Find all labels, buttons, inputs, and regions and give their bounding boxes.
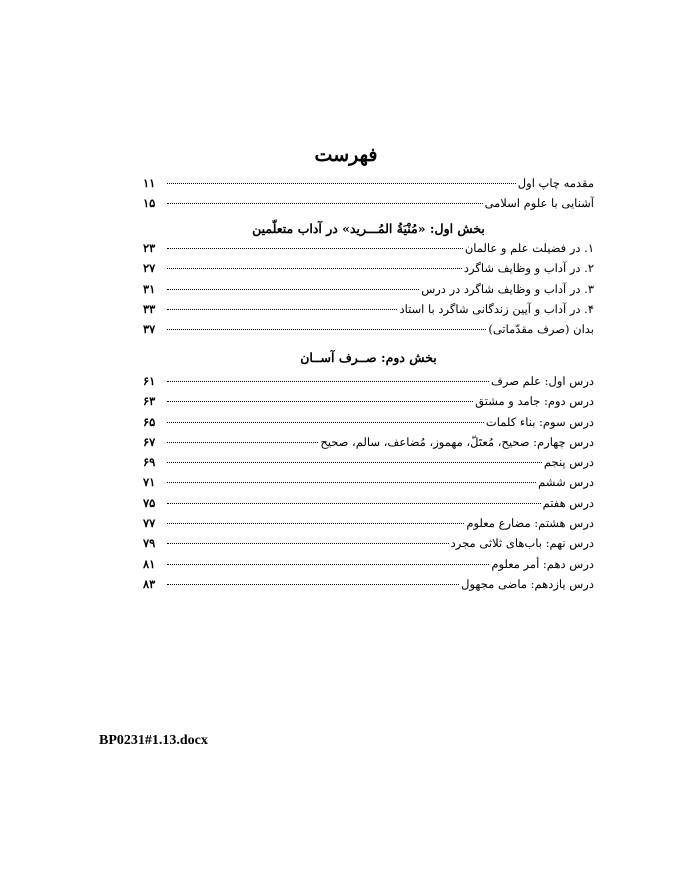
- toc-entry[interactable]: [143, 533, 594, 553]
- toc-intro-list: [143, 173, 594, 214]
- dot-leader: [167, 523, 464, 524]
- toc-entry-page: ۸۱: [143, 556, 156, 571]
- toc-entry-label: آشنایی با علوم اسلامی: [484, 196, 594, 211]
- toc-entry[interactable]: [143, 513, 594, 533]
- document-filename: BP0231#1.13.docx: [99, 733, 208, 748]
- toc-entry-page: ۷۱: [143, 475, 156, 490]
- toc-entry[interactable]: [143, 258, 594, 278]
- toc-entry-label: درس دهم: أمر معلوم: [491, 556, 594, 571]
- toc-entry-label: مقدمه چاپ اول: [517, 176, 594, 190]
- toc-entry-page: ۷۹: [143, 536, 156, 551]
- toc-entry-label: درس چهارم: صحیح، مُعتَلّ، مهموز، مُضاعف، سالم، صحیح: [320, 434, 594, 449]
- toc-entry-label: درس ششم: [538, 475, 594, 490]
- toc-entry-page: ۸۳: [143, 576, 156, 591]
- toc-entry-page: ۱۱: [143, 176, 156, 190]
- dot-leader: [167, 584, 459, 585]
- toc-entry-page: ۳۱: [143, 281, 156, 296]
- toc-entry-label: درس هفتم: [542, 495, 594, 510]
- dot-leader: [167, 183, 516, 184]
- dot-leader: [167, 543, 449, 544]
- dot-leader: [167, 329, 486, 330]
- toc-entry-label: درس هشتم: مضارع معلوم: [466, 516, 594, 531]
- toc-entry[interactable]: [143, 371, 594, 391]
- dot-leader: [167, 268, 462, 269]
- toc-entry[interactable]: [143, 493, 594, 513]
- toc-entry-label: ۲. در آداب و وظایف شاگرد: [463, 261, 594, 276]
- toc-entry-label: بدان (صرف مقدّماتی): [488, 322, 594, 337]
- toc-entry[interactable]: [143, 472, 594, 492]
- toc-entry-page: ۷۷: [143, 516, 156, 531]
- dot-leader: [167, 203, 483, 204]
- toc-entry-page: ۷۵: [143, 495, 156, 510]
- dot-leader: [167, 248, 463, 249]
- toc-entry[interactable]: [143, 432, 594, 452]
- toc-entry[interactable]: [143, 193, 594, 213]
- toc-entry[interactable]: [143, 173, 594, 193]
- toc-entry-label: درس سوم: بناء کلمات: [485, 414, 594, 429]
- section-heading: بخش دوم: صــرف آســان: [300, 350, 437, 365]
- dot-leader: [167, 401, 473, 402]
- toc-entry-page: ۱۵: [143, 196, 156, 211]
- toc-entry-page: ۶۱: [143, 374, 156, 388]
- toc-entry-label: ۴. در آداب و آیین زندگانی شاگرد با استاد: [399, 301, 594, 316]
- toc-entry-page: ۳۷: [143, 322, 156, 337]
- toc-entry-label: ۱. در فضیلت علم و عالمان: [464, 241, 594, 255]
- toc-entry-label: درس اول: علم صرف: [490, 374, 594, 388]
- toc-entry-page: ۲۷: [143, 261, 156, 276]
- toc-entry[interactable]: [143, 238, 594, 258]
- toc-entry-label: درس نهم: باب‌های ثلاثی مجرد: [450, 536, 594, 551]
- toc-entry-page: ۶۷: [143, 434, 156, 449]
- toc-entry-page: ۶۳: [143, 394, 156, 409]
- dot-leader: [167, 422, 484, 423]
- dot-leader: [167, 503, 541, 504]
- toc-entry[interactable]: [143, 452, 594, 472]
- toc-entry[interactable]: [143, 412, 594, 432]
- toc-entry-label: درس پنجم: [543, 455, 594, 470]
- toc-section2-list: [143, 371, 594, 594]
- toc-entry[interactable]: [143, 279, 594, 299]
- dot-leader: [167, 462, 542, 463]
- toc-entry-label: ۳. در آداب و وظایف شاگرد در درس: [421, 281, 594, 296]
- dot-leader: [167, 564, 489, 565]
- toc-entry-label: درس دوم: جامد و مشتق: [475, 394, 594, 409]
- dot-leader: [167, 381, 489, 382]
- toc-entry[interactable]: [143, 319, 594, 339]
- toc-entry-page: ۶۹: [143, 455, 156, 470]
- section-heading: بخش اول: «مُنْيَةُ المُـــريد» در آداب متعلّمين: [252, 221, 485, 236]
- toc-entry[interactable]: [143, 391, 594, 411]
- dot-leader: [167, 289, 419, 290]
- dot-leader: [167, 309, 397, 310]
- toc-entry-page: ۶۵: [143, 414, 156, 429]
- page-title: فهرست: [314, 144, 378, 166]
- dot-leader: [167, 482, 536, 483]
- dot-leader: [167, 442, 318, 443]
- toc-entry-page: ۲۳: [143, 241, 156, 255]
- toc-entry-page: ۳۳: [143, 301, 156, 316]
- toc-section1-list: [143, 238, 594, 339]
- toc-entry[interactable]: [143, 299, 594, 319]
- toc-entry-label: درس یازدهم: ماضی مجهول: [461, 576, 594, 591]
- toc-entry[interactable]: [143, 574, 594, 594]
- toc-entry[interactable]: [143, 554, 594, 574]
